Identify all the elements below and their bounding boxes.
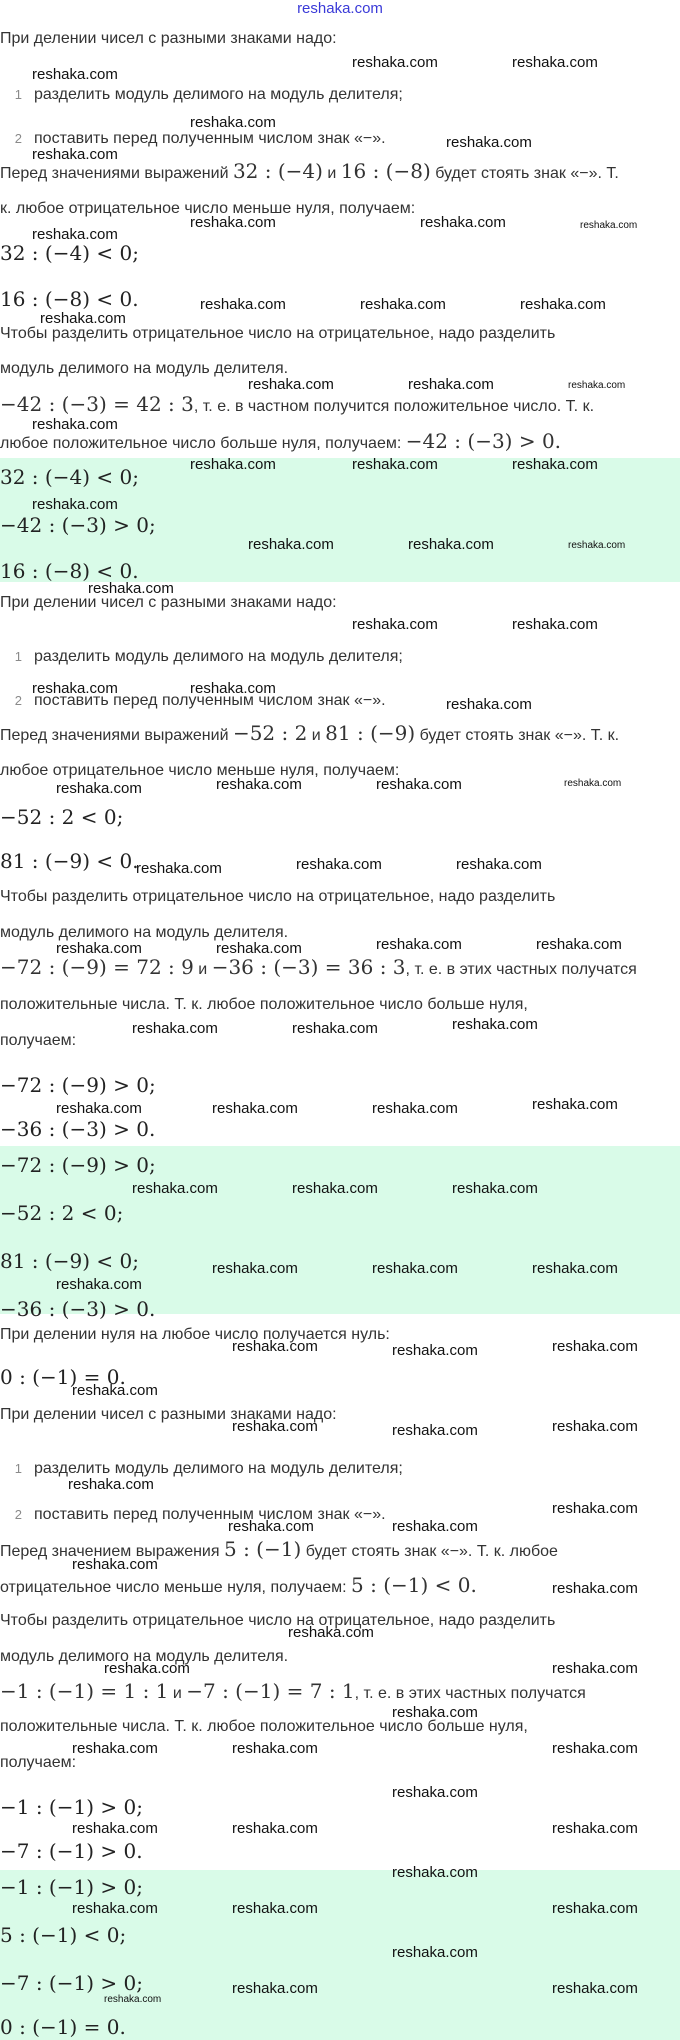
paragraph: −1 : (−1) = 1 : 1 и −7 : (−1) = 7 : 1, т. е. в этих частных получатся — [0, 1679, 586, 1703]
watermark-text: reshaka.com — [72, 1820, 158, 1837]
watermark-text: reshaka.com — [212, 1100, 298, 1117]
math-expression: −36 : (−3) > 0. — [0, 1117, 156, 1141]
watermark-text: reshaka.com — [248, 536, 334, 553]
paragraph: любое положительное число больше нуля, получаем: −42 : (−3) > 0. — [0, 429, 562, 453]
answer-line: 16 : (−8) < 0. — [0, 559, 139, 583]
paragraph: модуль делимого на модуль делителя. — [0, 360, 289, 377]
watermark-text: reshaka.com — [352, 456, 438, 473]
watermark-text: reshaka.com — [446, 696, 532, 713]
list-number: 2 — [14, 693, 22, 708]
math-inline: 5 : (−1) < 0. — [351, 1573, 477, 1597]
watermark-text: reshaka.com — [32, 66, 118, 83]
list-text: поставить перед полученным числом знак «−». — [34, 692, 386, 709]
list-item — [0, 1458, 403, 1480]
math-inline: −36 : (−3) = 36 : 3 — [211, 955, 406, 979]
watermark-text: reshaka.com — [32, 496, 118, 513]
watermark-text: reshaka.com — [552, 1740, 638, 1757]
answer-line: −1 : (−1) > 0; — [0, 1875, 143, 1899]
list-item — [0, 1504, 386, 1526]
watermark-text: reshaka.com — [104, 1660, 190, 1677]
watermark-text: reshaka.com — [446, 134, 532, 151]
watermark-text: reshaka.com — [56, 1276, 142, 1293]
paragraph: Перед значениями выражений 32 : (−4) и 16 : (−8) будет стоять знак «−». Т. — [0, 159, 619, 183]
watermark-text: reshaka.com — [552, 1500, 638, 1517]
watermark-text: reshaka.com — [190, 214, 276, 231]
watermark-text: reshaka.com — [190, 456, 276, 473]
watermark-text: reshaka.com — [40, 310, 126, 327]
watermark-text: reshaka.com — [392, 1342, 478, 1359]
paragraph: к. любое отрицательное число меньше нуля, получаем: — [0, 200, 416, 217]
watermark-text: reshaka.com — [232, 1740, 318, 1757]
math-expression: −1 : (−1) > 0; — [0, 1795, 143, 1819]
math-inline: 5 : (−1) — [223, 1537, 302, 1561]
watermark-text: reshaka.com — [392, 1422, 478, 1439]
watermark-text: reshaka.com — [392, 1518, 478, 1535]
watermark-text: reshaka.com — [532, 1260, 618, 1277]
watermark-text: reshaka.com — [408, 376, 494, 393]
watermark-text: reshaka.com — [360, 296, 446, 313]
watermark-text: reshaka.com — [532, 1096, 618, 1113]
intro-text: При делении чисел с разными знаками надо: — [0, 1406, 337, 1423]
list-item — [0, 646, 403, 668]
watermark-text: reshaka.com — [372, 1100, 458, 1117]
watermark-text: reshaka.com — [376, 776, 462, 793]
math-inline: −42 : (−3) = 42 : 3 — [0, 392, 194, 416]
watermark-text: reshaka.com — [552, 1418, 638, 1435]
watermark-text: reshaka.com — [132, 1020, 218, 1037]
math-inline: −72 : (−9) = 72 : 9 — [0, 955, 194, 979]
paragraph: положительные числа. Т. к. любое положительное число больше нуля, — [0, 1718, 528, 1735]
watermark-text: reshaka.com — [452, 1180, 538, 1197]
math-expression: 16 : (−8) < 0. — [0, 287, 139, 311]
list-text: разделить модуль делимого на модуль делителя; — [34, 1460, 403, 1477]
math-inline: −1 : (−1) = 1 : 1 — [0, 1679, 169, 1703]
paragraph: При делении нуля на любое число получается нуль: — [0, 1326, 390, 1343]
watermark-text: reshaka.com — [190, 114, 276, 131]
paragraph: любое отрицательное число меньше нуля, получаем: — [0, 762, 400, 779]
paragraph: Чтобы разделить отрицательное число на отрицательное, надо разделить — [0, 325, 556, 342]
watermark-text: reshaka.com — [552, 1338, 638, 1355]
watermark-text: reshaka.com — [32, 226, 118, 243]
list-text: поставить перед полученным числом знак «−». — [34, 1506, 386, 1523]
watermark-text: reshaka.com — [408, 536, 494, 553]
watermark-text: reshaka.com — [392, 1864, 478, 1881]
watermark-text: reshaka.com — [32, 146, 118, 163]
watermark-text: reshaka.com — [580, 220, 638, 231]
list-number: 1 — [14, 87, 22, 102]
math-expression: −7 : (−1) > 0. — [0, 1839, 143, 1863]
math-inline: 32 : (−4) — [232, 159, 323, 183]
paragraph: получаем: — [0, 1754, 77, 1771]
paragraph: положительные числа. Т. к. любое положительное число больше нуля, — [0, 996, 528, 1013]
math-inline: 16 : (−8) — [340, 159, 431, 183]
watermark-text: reshaka.com — [72, 1382, 158, 1399]
watermark-text: reshaka.com — [392, 1704, 478, 1721]
watermark-text: reshaka.com — [552, 1580, 638, 1597]
watermark-text: reshaka.com — [392, 1944, 478, 1961]
math-inline: −52 : 2 — [232, 721, 308, 745]
watermark-text: reshaka.com — [536, 936, 622, 953]
watermark-text: reshaka.com — [228, 1518, 314, 1535]
list-text: разделить модуль делимого на модуль делителя; — [34, 648, 403, 665]
watermark-text: reshaka.com — [248, 376, 334, 393]
watermark-text: reshaka.com — [32, 680, 118, 697]
paragraph: отрицательное число меньше нуля, получаем: 5 : (−1) < 0. — [0, 1573, 477, 1597]
list-text: поставить перед полученным числом знак «−». — [34, 130, 386, 147]
watermark-text: reshaka.com — [212, 1260, 298, 1277]
math-expression: 32 : (−4) < 0; — [0, 241, 139, 265]
intro-text: При делении чисел с разными знаками надо: — [0, 30, 337, 47]
watermark-text: reshaka.com — [232, 1338, 318, 1355]
watermark-text: reshaka.com — [568, 380, 626, 391]
watermark-text: reshaka.com — [56, 780, 142, 797]
watermark-text: reshaka.com — [512, 54, 598, 71]
watermark-text: reshaka.com — [136, 860, 222, 877]
math-inline: −7 : (−1) = 7 : 1 — [186, 1679, 355, 1703]
watermark-text: reshaka.com — [72, 1740, 158, 1757]
math-expression: 81 : (−9) < 0. — [0, 849, 139, 873]
watermark-text: reshaka.com — [232, 1418, 318, 1435]
paragraph: модуль делимого на модуль делителя. — [0, 1648, 289, 1665]
answer-line: −42 : (−3) > 0; — [0, 513, 156, 537]
math-expression: −52 : 2 < 0; — [0, 805, 124, 829]
answer-line: 81 : (−9) < 0; — [0, 1249, 139, 1273]
math-inline: 81 : (−9) — [325, 721, 416, 745]
paragraph: Чтобы разделить отрицательное число на отрицательное, надо разделить — [0, 888, 556, 905]
watermark-text: reshaka.com — [552, 1660, 638, 1677]
watermark-text: reshaka.com — [452, 1016, 538, 1033]
list-number: 1 — [14, 649, 22, 664]
list-item — [0, 84, 403, 106]
watermark-text: reshaka.com — [564, 778, 622, 789]
watermark-text: reshaka.com — [392, 1784, 478, 1801]
answer-line: 32 : (−4) < 0; — [0, 465, 139, 489]
watermark-text: reshaka.com — [352, 54, 438, 71]
watermark-text: reshaka.com — [288, 1624, 374, 1641]
watermark-text: reshaka.com — [552, 1980, 638, 1997]
watermark-text: reshaka.com — [552, 1900, 638, 1917]
watermark-text: reshaka.com — [232, 1900, 318, 1917]
answer-line: −36 : (−3) > 0. — [0, 1297, 156, 1321]
watermark-text: reshaka.com — [456, 856, 542, 873]
watermark-text: reshaka.com — [552, 1820, 638, 1837]
watermark-text: reshaka.com — [72, 1556, 158, 1573]
watermark-text: reshaka.com — [88, 580, 174, 597]
watermark-text: reshaka.com — [56, 940, 142, 957]
watermark-text: reshaka.com — [512, 616, 598, 633]
watermark-text: reshaka.com — [292, 1180, 378, 1197]
watermark-text: reshaka.com — [512, 456, 598, 473]
watermark-text: reshaka.com — [72, 1900, 158, 1917]
answer-line: 0 : (−1) = 0. — [0, 2015, 126, 2039]
paragraph: Чтобы разделить отрицательное число на отрицательное, надо разделить — [0, 1612, 556, 1629]
watermark-text: reshaka.com — [132, 1180, 218, 1197]
answer-line: −72 : (−9) > 0; — [0, 1153, 156, 1177]
paragraph: Перед значениями выражений −52 : 2 и 81 : (−9) будет стоять знак «−». Т. к. — [0, 721, 620, 745]
watermark-text: reshaka.com — [190, 680, 276, 697]
watermark-text: reshaka.com — [104, 1994, 162, 2005]
watermark-text: reshaka.com — [376, 936, 462, 953]
answer-line: −52 : 2 < 0; — [0, 1201, 124, 1225]
list-number: 2 — [14, 131, 22, 146]
watermark-text: reshaka.com — [520, 296, 606, 313]
site-link[interactable]: reshaka.com — [297, 0, 383, 17]
answer-line: −7 : (−1) > 0; — [0, 1971, 143, 1995]
watermark-text: reshaka.com — [216, 940, 302, 957]
math-expression: 0 : (−1) = 0. — [0, 1365, 126, 1389]
watermark-text: reshaka.com — [232, 1980, 318, 1997]
watermark-text: reshaka.com — [292, 1020, 378, 1037]
list-number: 2 — [14, 1507, 22, 1522]
watermark-text: reshaka.com — [352, 616, 438, 633]
math-expression: −72 : (−9) > 0; — [0, 1073, 156, 1097]
watermark-text: reshaka.com — [32, 416, 118, 433]
watermark-text: reshaka.com — [420, 214, 506, 231]
paragraph: модуль делимого на модуль делителя. — [0, 924, 289, 941]
list-text: разделить модуль делимого на модуль делителя; — [34, 86, 403, 103]
answer-line: 5 : (−1) < 0; — [0, 1923, 127, 1947]
paragraph: получаем: — [0, 1032, 77, 1049]
intro-text: При делении чисел с разными знаками надо: — [0, 594, 337, 611]
watermark-text: reshaka.com — [568, 540, 626, 551]
paragraph: Перед значением выражения 5 : (−1) будет стоять знак «−». Т. к. любое — [0, 1537, 558, 1561]
paragraph: −72 : (−9) = 72 : 9 и −36 : (−3) = 36 : 3, т. е. в этих частных получатся — [0, 955, 637, 979]
list-number: 1 — [14, 1461, 22, 1476]
watermark-text: reshaka.com — [296, 856, 382, 873]
watermark-text: reshaka.com — [68, 1476, 154, 1493]
watermark-text: reshaka.com — [200, 296, 286, 313]
watermark-text: reshaka.com — [56, 1100, 142, 1117]
paragraph: −42 : (−3) = 42 : 3, т. е. в частном получится положительное число. Т. к. — [0, 392, 595, 416]
math-inline: −42 : (−3) > 0. — [405, 429, 562, 453]
watermark-text: reshaka.com — [372, 1260, 458, 1277]
watermark-text: reshaka.com — [216, 776, 302, 793]
watermark-text: reshaka.com — [232, 1820, 318, 1837]
